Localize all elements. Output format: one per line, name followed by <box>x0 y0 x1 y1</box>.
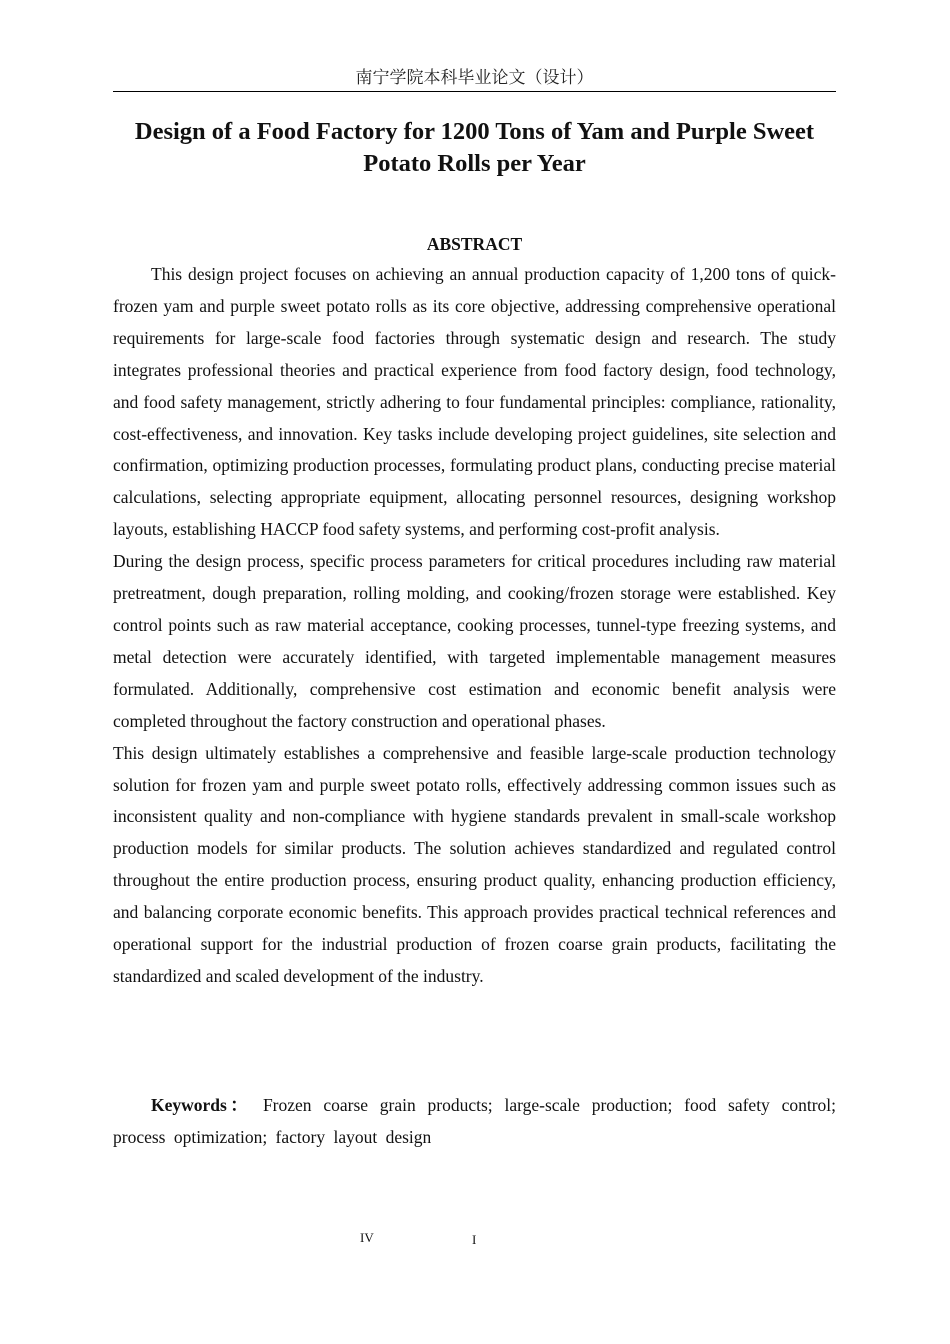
abstract-paragraph-3: This design ultimately establishes a comprehensive and feasible large-scale production technology solution for frozen yam and purple sweet potato rolls, effectively addressing common issues such as inconsistent quality and non-compliance with hygiene standards prevalent in small-scale workshop production models for similar products. The solution achieves standardized and regulated control throughout the entire production process, ensuring product quality, enhancing production efficiency, and balancing corporate economic benefits. This approach provides practical technical references and operational support for the industrial production of frozen coarse grain products, facilitating the standardized and scaled development of the industry. <box>113 742 836 986</box>
running-header: 南宁学院本科毕业论文（设计） <box>113 66 836 92</box>
page-number-roman: IV <box>360 1230 374 1245</box>
abstract-heading: ABSTRACT <box>426 234 523 254</box>
keywords-line <box>113 1090 836 1154</box>
keywords-text: Frozen coarse grain products; large-scale production; food safety control; process optimization; factory layout design <box>113 1095 837 1147</box>
abstract-paragraph-1: This design project focuses on achieving an annual production capacity of 1,200 tons of quick-frozen yam and purple sweet potato rolls as its core objective, addressing comprehensive operational requirements for large-scale food factories through systematic design and research. The study integrates professional theories and practical experience from food factory design, food technology, and food safety management, strictly adhering to four fundamental principles: compliance, rationality, cost-effectiveness, and innovation. Key tasks include developing project guidelines, site selection and confirmation, optimizing production processes, formulating product plans, conducting precise material calculations, selecting appropriate equipment, allocating personnel resources, designing workshop layouts, establishing HACCP food safety systems, and performing cost-profit analysis. <box>113 264 836 540</box>
document-title: Design of a Food Factory for 1200 Tons of Yam and Purple Sweet Potato Rolls per Year <box>134 118 815 177</box>
abstract-body <box>113 259 836 993</box>
keywords-label: Keywords： <box>151 1095 252 1115</box>
page-number-label: I <box>472 1232 477 1247</box>
abstract-paragraph-2: During the design process, specific process parameters for critical procedures including raw material pretreatment, dough preparation, rolling molding, and cooking/frozen storage were established. Key control points such as raw material acceptance, cooking processes, tunnel-type freezing systems, and metal detection were accurately identified, with targeted implementable management measures formulated. Additionally, comprehensive cost estimation and economic benefit analysis were completed throughout the factory construction and operational phases. <box>113 551 836 731</box>
